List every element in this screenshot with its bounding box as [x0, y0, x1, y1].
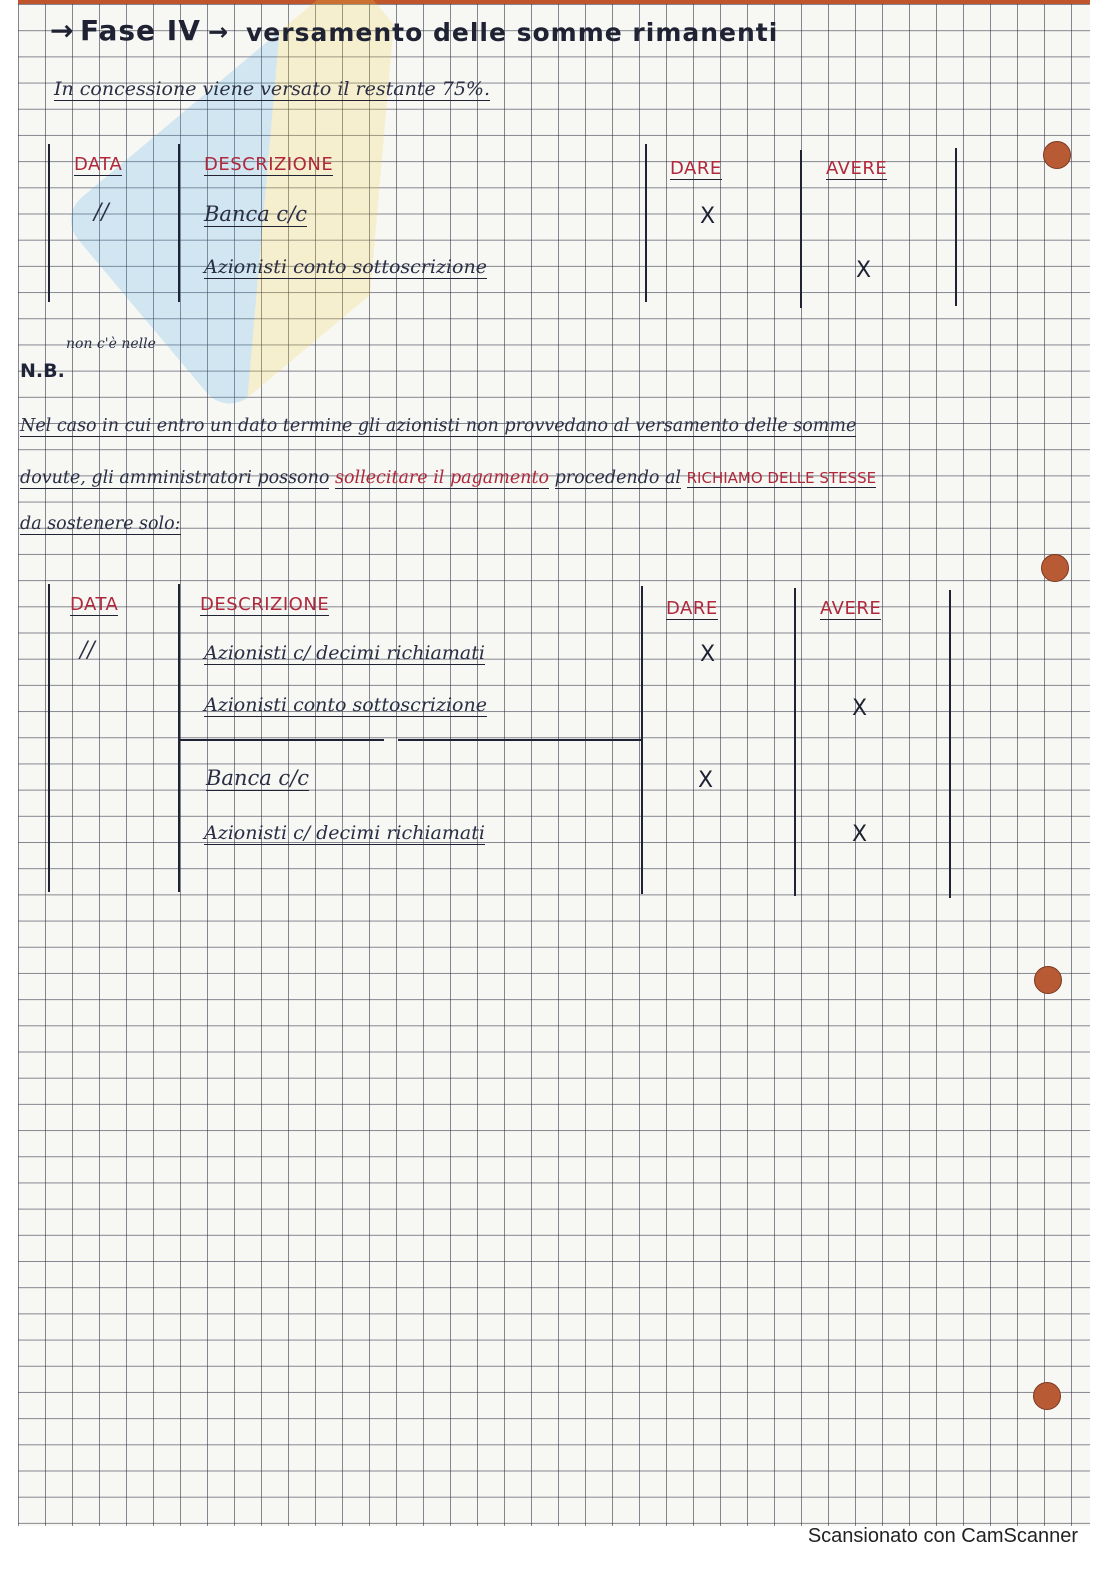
table2-row4-desc: Azionisti c/ decimi richiamati [204, 822, 485, 844]
nb-line-2-richiamo: RICHIAMO DELLE STESSE [686, 469, 877, 487]
nb-label: N.B. [20, 360, 65, 382]
intro-text: In concessione viene versato il restante 75%. [54, 78, 491, 100]
table2-row1-dare: X [700, 642, 716, 667]
nb-line-2 [20, 468, 876, 488]
table2-header-dare: DARE [666, 598, 718, 619]
table1-row1-desc: Banca c/c [204, 202, 308, 226]
heading-arrow: → [50, 14, 75, 47]
heading-subject: versamento delle somme rimanenti [246, 18, 779, 47]
binder-hole [1041, 554, 1069, 582]
table2-header-descrizione: DESCRIZIONE [200, 594, 330, 615]
heading-arrow-2: → [208, 18, 230, 46]
heading-phase: Fase IV [80, 14, 201, 47]
binder-hole [1043, 141, 1071, 169]
table1-header-descrizione: DESCRIZIONE [204, 154, 334, 175]
table1-header-data: DATA [74, 154, 123, 175]
table1-date-mark: // [94, 200, 109, 225]
table2-row3-desc: Banca c/c [206, 766, 310, 790]
table2-row2-desc: Azionisti conto sottoscrizione [204, 694, 487, 716]
table1-header-avere: AVERE [826, 158, 888, 179]
table1-row2-desc: Azionisti conto sottoscrizione [204, 256, 487, 278]
notebook-page [18, 0, 1090, 1526]
nb-line-2-start: dovute, gli amministratori possono [20, 468, 330, 488]
table2-header-avere: AVERE [820, 598, 882, 619]
table2-date-mark: // [80, 638, 95, 663]
table2-row3-dare: X [698, 768, 714, 793]
nb-line-3: da sostenere solo: [20, 514, 181, 534]
table2-row4-avere: X [852, 822, 868, 847]
table2-header-data: DATA [70, 594, 119, 615]
nb-line-2-middle: procedendo al [554, 468, 682, 488]
table2-row2-avere: X [852, 696, 868, 721]
nb-line-2-highlight: sollecitare il pagamento [334, 468, 550, 488]
table1-header-dare: DARE [670, 158, 722, 179]
table1-row2-avere: X [856, 258, 872, 283]
scanner-footer: Scansionato con CamScanner [807, 1525, 1078, 1547]
nb-annotation: non c'è nelle [66, 336, 156, 352]
table1-row1-dare: X [700, 204, 716, 229]
table2-row1-desc: Azionisti c/ decimi richiamati [204, 642, 485, 664]
binder-hole [1034, 966, 1062, 994]
binder-hole [1033, 1382, 1061, 1410]
nb-line-1: Nel caso in cui entro un dato termine gli azionisti non provvedano al versamento delle somme [20, 416, 857, 436]
